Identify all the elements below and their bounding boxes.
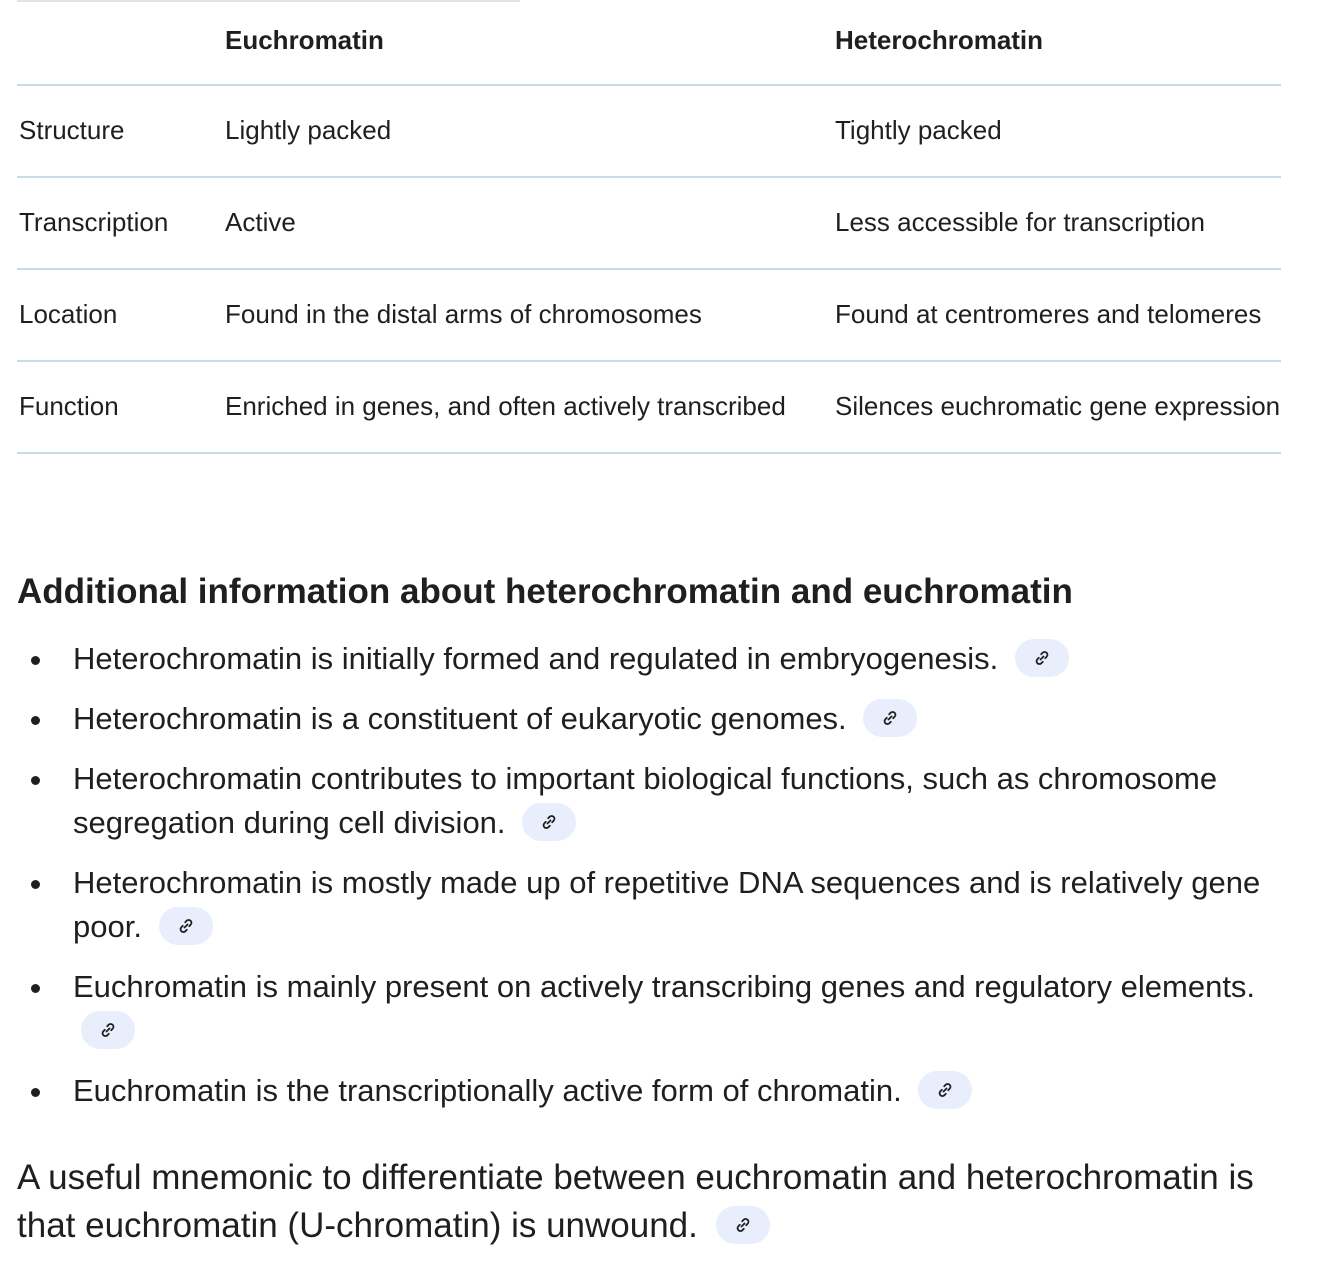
citation-link-button[interactable] xyxy=(1015,639,1069,677)
link-icon xyxy=(881,709,899,727)
link-icon xyxy=(1033,649,1051,667)
citation-link-button[interactable] xyxy=(159,907,213,945)
heterochromatin-cell: Found at centromeres and telomeres xyxy=(833,269,1281,361)
table-row xyxy=(17,177,1281,269)
citation-link-button[interactable] xyxy=(81,1011,135,1049)
table-row xyxy=(17,361,1281,453)
list-item-text: Euchromatin is the transcriptionally active form of chromatin. xyxy=(73,1073,902,1108)
list-item xyxy=(17,861,1277,949)
bullet-icon xyxy=(31,880,40,889)
list-item xyxy=(17,637,1277,681)
list-item xyxy=(17,1069,1277,1113)
bullet-icon xyxy=(31,984,40,993)
table-header-euchromatin: Euchromatin xyxy=(225,25,384,55)
link-icon xyxy=(936,1081,954,1099)
heterochromatin-cell: Silences euchromatic gene expression xyxy=(833,361,1281,453)
list-item-text: Heterochromatin is mostly made up of repetitive DNA sequences and is relatively gene poor. xyxy=(73,865,1261,944)
list-item-text: Heterochromatin contributes to important biological functions, such as chromosome segregation during cell division. xyxy=(73,761,1218,840)
list-item xyxy=(17,697,1277,741)
citation-link-button[interactable] xyxy=(918,1071,972,1109)
citation-link-button[interactable] xyxy=(863,699,917,737)
link-icon xyxy=(540,813,558,831)
row-label: Location xyxy=(17,269,223,361)
euchromatin-cell: Enriched in genes, and often actively transcribed xyxy=(223,361,833,453)
link-icon xyxy=(734,1216,752,1234)
comparison-table xyxy=(17,0,1281,454)
bullet-icon xyxy=(31,656,40,665)
table-row xyxy=(17,85,1281,177)
heterochromatin-cell: Less accessible for transcription xyxy=(833,177,1281,269)
mnemonic-paragraph xyxy=(17,1154,1277,1250)
row-label: Structure xyxy=(17,85,223,177)
citation-link-button[interactable] xyxy=(716,1206,770,1244)
euchromatin-cell: Found in the distal arms of chromosomes xyxy=(223,269,833,361)
table-header-row xyxy=(17,0,1281,85)
bullet-icon xyxy=(31,776,40,785)
bullet-icon xyxy=(31,716,40,725)
list-item xyxy=(17,757,1277,845)
section-heading: Additional information about heterochromatin and euchromatin xyxy=(17,572,1073,611)
list-item xyxy=(17,965,1277,1053)
table-header-heterochromatin: Heterochromatin xyxy=(835,25,1044,55)
link-icon xyxy=(177,917,195,935)
heterochromatin-cell: Tightly packed xyxy=(833,85,1281,177)
table-header-empty xyxy=(17,0,223,85)
bullet-icon xyxy=(31,1088,40,1097)
euchromatin-cell: Lightly packed xyxy=(223,85,833,177)
list-item-text: Heterochromatin is initially formed and regulated in embryogenesis. xyxy=(73,641,999,676)
row-label: Function xyxy=(17,361,223,453)
table-row xyxy=(17,269,1281,361)
facts-list xyxy=(17,637,1277,1129)
row-label: Transcription xyxy=(17,177,223,269)
link-icon xyxy=(99,1021,117,1039)
mnemonic-text: A useful mnemonic to differentiate between euchromatin and heterochromatin is that euchromatin (U-chromatin) is unwound. xyxy=(17,1158,1254,1245)
list-item-text: Heterochromatin is a constituent of eukaryotic genomes. xyxy=(73,701,847,736)
list-item-text: Euchromatin is mainly present on actively transcribing genes and regulatory elements. xyxy=(73,969,1256,1004)
citation-link-button[interactable] xyxy=(522,803,576,841)
euchromatin-cell: Active xyxy=(223,177,833,269)
